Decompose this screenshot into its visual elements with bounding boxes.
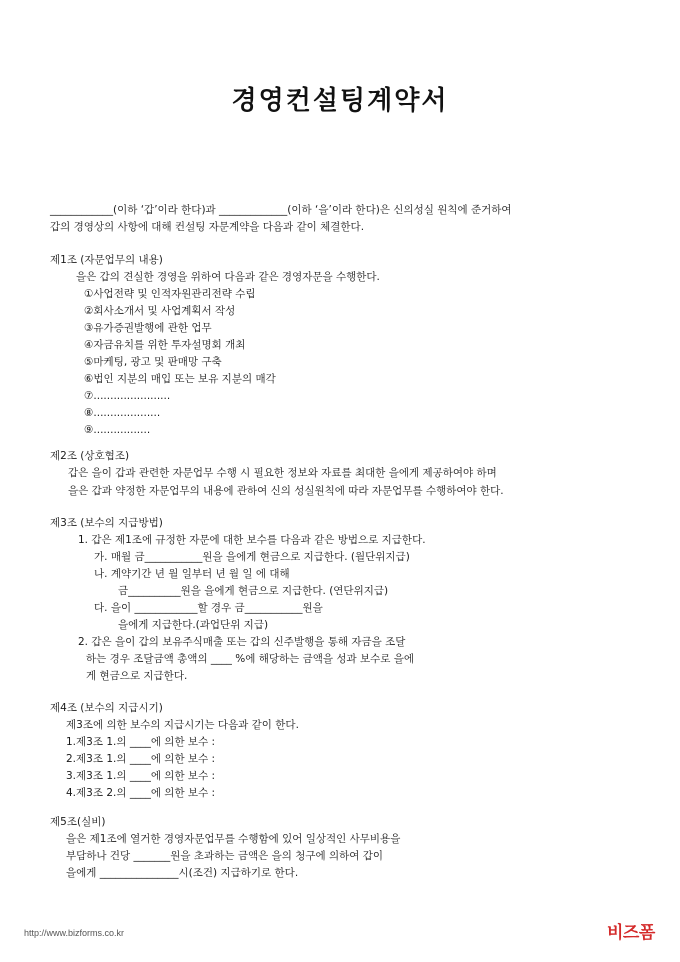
article3-line: 2. 갑은 을이 갑의 보유주식매출 또는 갑의 신주발행을 통해 자금을 조달 xyxy=(78,636,406,648)
article3-line: 1. 갑은 제1조에 규정한 자문에 대한 보수를 다음과 같은 방법으로 지급한다. xyxy=(78,534,426,546)
article5-heading: 제5조(실비) xyxy=(50,816,106,828)
article3-heading: 제3조 (보수의 지급방법) xyxy=(50,517,163,529)
document-title: 경영컨설팅계약서 xyxy=(231,86,449,116)
article5-line: 을은 제1조에 열거한 경영자문업무를 수행함에 있어 일상적인 사무비용을 xyxy=(66,833,401,845)
article3-line: 하는 경우 조달금액 총액의 ____ %에 해당하는 금액을 성과 보수로 을에 xyxy=(86,653,415,665)
article2-line: 갑은 을이 갑과 관련한 자문업무 수행 시 필요한 정보와 자료를 최대한 을에게 제공하여야 하며 xyxy=(68,467,497,479)
article3-line: 게 현금으로 지급한다. xyxy=(86,670,188,682)
article1-item: ⑥법인 지분의 매입 또는 보유 지분의 매각 xyxy=(84,373,276,385)
article4-heading: 제4조 (보수의 지급시기) xyxy=(50,702,163,714)
article3-line: 나. 계약기간 년 월 일부터 년 월 일 에 대해 xyxy=(94,568,290,580)
article1-item: ⑧.................... xyxy=(84,407,161,419)
article3-line: 을에게 지급한다.(과업단위 지급) xyxy=(118,619,269,631)
article1-lead: 을은 갑의 견실한 경영을 위하여 다음과 같은 경영자문을 수행한다. xyxy=(76,271,380,283)
article3-line: 다. 을이 ____________할 경우 금___________원을 xyxy=(94,602,323,614)
article1-item: ①사업전략 및 인적자원관리전략 수립 xyxy=(84,288,256,300)
article4-item: 2.제3조 1.의 ____에 의한 보수 : xyxy=(66,753,216,765)
article4-item: 3.제3조 1.의 ____에 의한 보수 : xyxy=(66,770,216,782)
article4-lead: 제3조에 의한 보수의 지급시기는 다음과 같이 한다. xyxy=(66,719,299,731)
article4-item: 4.제3조 2.의 ____에 의한 보수 : xyxy=(66,787,216,799)
article3-line: 가. 매월 금___________원을 을에게 현금으로 지급한다. (월단위지급) xyxy=(94,551,410,563)
article1-item: ⑤마케팅, 광고 및 판매망 구축 xyxy=(84,356,222,368)
article2-heading: 제2조 (상호협조) xyxy=(50,450,130,462)
article2-line: 을은 갑과 약정한 자문업무의 내용에 관하여 신의 성실원칙에 따라 자문업무를 수행하여야 한다. xyxy=(68,485,504,497)
article1-item: ⑦....................... xyxy=(84,390,171,402)
article1-item: ③유가증권발행에 관한 업무 xyxy=(84,322,212,334)
intro-line-2: 갑의 경영상의 사항에 대해 컨설팅 자문계약을 다음과 같이 체결한다. xyxy=(50,221,365,233)
article4-item: 1.제3조 1.의 ____에 의한 보수 : xyxy=(66,736,216,748)
intro-line-1: ____________(이하 ‘갑’이라 한다)과 _____________(이하 ‘을’이라 한다)은 신의성실 원칙에 준거하여 xyxy=(50,204,512,216)
article1-item: ②회사소개서 및 사업계획서 작성 xyxy=(84,305,236,317)
article1-heading: 제1조 (자문업무의 내용) xyxy=(50,254,163,266)
article1-item: ⑨................. xyxy=(84,424,151,436)
bizforms-logo: 비즈폼 xyxy=(607,923,655,943)
article5-line: 부담하나 건당 _______원을 초과하는 금액은 을의 청구에 의하여 갑이 xyxy=(66,850,384,862)
article3-line: 금__________원을 을에게 현금으로 지급한다. (연단위지급) xyxy=(118,585,389,597)
article5-line: 을에게 _______________시(조건) 지급하기로 한다. xyxy=(66,867,299,879)
article1-item: ④자금유치를 위한 투자설명회 개최 xyxy=(84,339,246,351)
footer-url[interactable]: http://www.bizforms.co.kr xyxy=(24,928,125,938)
